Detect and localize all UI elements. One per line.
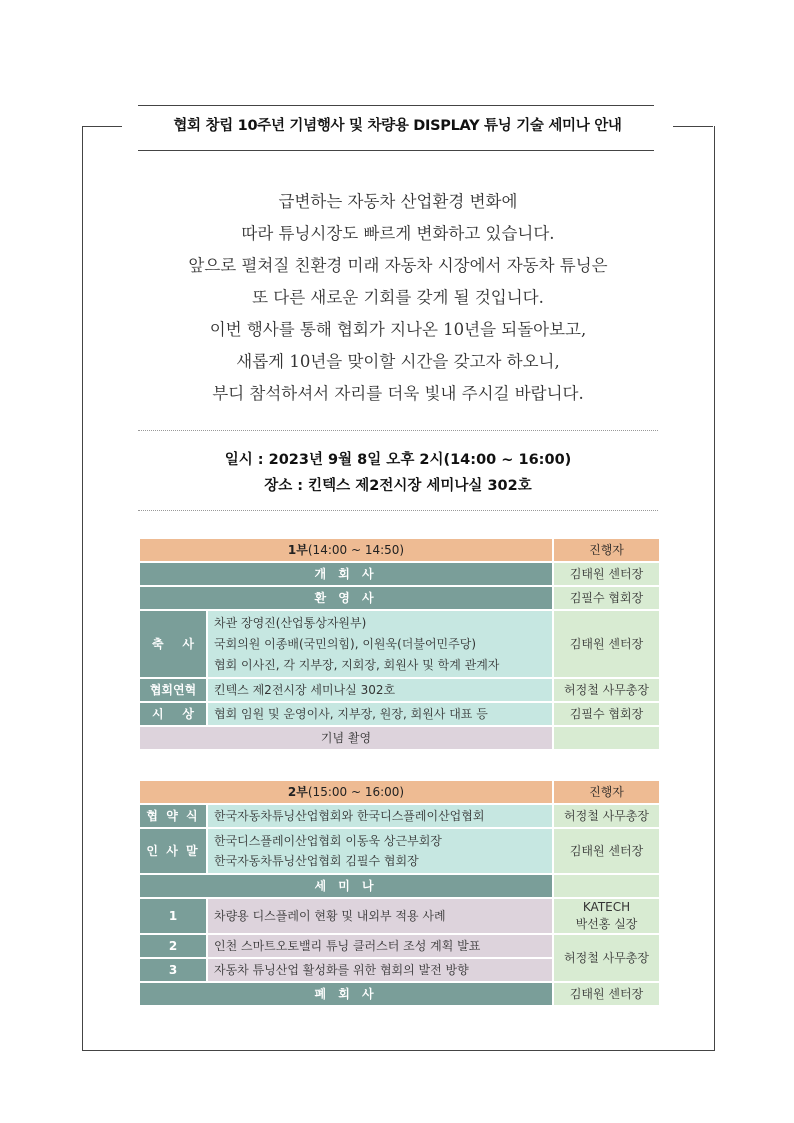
item-number: 2 <box>139 934 207 958</box>
intro-line: 이번 행사를 통해 협회가 지나온 10년을 되돌아보고, <box>209 320 587 339</box>
host-cell: 김필수 협회장 <box>553 586 660 610</box>
row-label <box>139 610 207 678</box>
divider-top <box>138 430 658 431</box>
intro-line: 앞으로 펼쳐질 친환경 미래 자동차 시장에서 자동차 튜닝은 <box>188 256 608 275</box>
host-cell: 허정철 사무총장 <box>553 678 660 702</box>
history-label: 협회연혁 <box>139 678 207 702</box>
history-content: 킨텍스 제2전시장 세미나실 302호 <box>207 678 553 702</box>
seminar-item: 차량용 디스플레이 현황 및 내외부 적용 사례 <box>207 898 553 934</box>
opening-speech: 개 회 사 <box>139 562 553 586</box>
host-cell: 허정철 사무총장 <box>553 934 660 982</box>
part2-title: 2부 <box>287 785 308 799</box>
intro-line: 부디 참석하셔서 자리를 더욱 빛내 주시길 바랍니다. <box>212 384 584 403</box>
table-row <box>139 538 660 562</box>
greeting-label: 인 사 말 <box>139 828 207 874</box>
closing-speech: 폐 회 사 <box>139 982 553 1006</box>
item-number: 3 <box>139 958 207 982</box>
seminar-item: 자동차 튜닝산업 활성화를 위한 협회의 발전 방향 <box>207 958 553 982</box>
seminar-heading: 세 미 나 <box>139 874 553 898</box>
award-label: 시 상 <box>152 707 194 721</box>
table-row <box>139 898 660 934</box>
photo-session: 기념 촬영 <box>139 726 553 750</box>
intro-line: 또 다른 새로운 기회를 갖게 될 것입니다. <box>252 288 544 307</box>
table-row <box>139 982 660 1006</box>
frame-top-left <box>82 126 122 127</box>
award-content: 협회 임원 및 운영이사, 지부장, 원장, 회원사 대표 등 <box>207 702 553 726</box>
row-label <box>139 702 207 726</box>
host-cell: 김태원 센터장 <box>553 562 660 586</box>
intro-line: 새롭게 10년을 맞이할 시간을 갖고자 하오니, <box>236 352 560 371</box>
congrats-line: 국회의원 이종배(국민의힘), 이원욱(더불어민주당) <box>214 636 477 651</box>
agreement-label: 협 약 식 <box>139 804 207 828</box>
frame-top-right <box>673 126 713 127</box>
host-cell <box>553 898 660 934</box>
table-row <box>139 562 660 586</box>
table-row <box>139 702 660 726</box>
greeting-line: 한국디스플레이산업협회 이동욱 상근부회장 <box>214 834 442 848</box>
table-row <box>139 828 660 874</box>
host-name: 박선홍 실장 <box>575 917 638 931</box>
greeting-content <box>207 828 553 874</box>
host-cell: 김필수 협회장 <box>553 702 660 726</box>
table-row <box>139 934 660 958</box>
host-cell: 김태원 센터장 <box>553 610 660 678</box>
part1-time: (14:00 ~ 14:50) <box>307 543 405 557</box>
congrats-line: 차관 장영진(산업통상자원부) <box>214 615 367 630</box>
event-venue: 장소 : 킨텍스 제2전시장 세미나실 302호 <box>264 478 532 494</box>
table-row <box>139 610 660 678</box>
schedule-part1 <box>138 537 661 751</box>
host-header: 진행자 <box>553 780 660 804</box>
page-title: 협회 창립 10주년 기념행사 및 차량용 DISPLAY 튜닝 기술 세미나 안내 <box>173 118 622 134</box>
table-row <box>139 804 660 828</box>
greeting-line: 한국자동차튜닝산업협회 김필수 협회장 <box>214 854 419 868</box>
schedule-part2 <box>138 779 661 1007</box>
intro-line: 급변하는 자동차 산업환경 변화에 <box>278 192 518 211</box>
congrats-label: 축 사 <box>152 637 194 651</box>
host-org: KATECH <box>582 900 631 914</box>
intro-text <box>120 186 676 410</box>
host-cell: 김태원 센터장 <box>553 982 660 1006</box>
table-row <box>139 726 660 750</box>
part1-header <box>139 538 553 562</box>
welcome-speech: 환 영 사 <box>139 586 553 610</box>
divider-bottom <box>138 510 658 511</box>
agreement-content: 한국자동차튜닝산업협회와 한국디스플레이산업협회 <box>207 804 553 828</box>
table-row <box>139 780 660 804</box>
part1-title: 1부 <box>287 543 308 557</box>
table-row <box>139 874 660 898</box>
title-rule-bottom <box>138 150 654 151</box>
part2-header <box>139 780 553 804</box>
host-cell: 허정철 사무총장 <box>553 804 660 828</box>
host-cell: 김태원 센터장 <box>553 828 660 874</box>
table-row <box>139 678 660 702</box>
congrats-line: 협회 이사진, 각 지부장, 지회장, 회원사 및 학계 관계자 <box>214 657 500 672</box>
part2-time: (15:00 ~ 16:00) <box>307 785 405 799</box>
host-cell-empty <box>553 726 660 750</box>
table-row <box>139 586 660 610</box>
title-rule-top <box>138 105 654 106</box>
congrats-content <box>207 610 553 678</box>
intro-line: 따라 튜닝시장도 빠르게 변화하고 있습니다. <box>241 224 555 243</box>
seminar-item: 인천 스마트오토밸리 튜닝 클러스터 조성 계획 발표 <box>207 934 553 958</box>
host-header: 진행자 <box>553 538 660 562</box>
host-cell-empty <box>553 874 660 898</box>
item-number: 1 <box>139 898 207 934</box>
event-datetime: 일시 : 2023년 9월 8일 오후 2시(14:00 ~ 16:00) <box>224 452 572 468</box>
